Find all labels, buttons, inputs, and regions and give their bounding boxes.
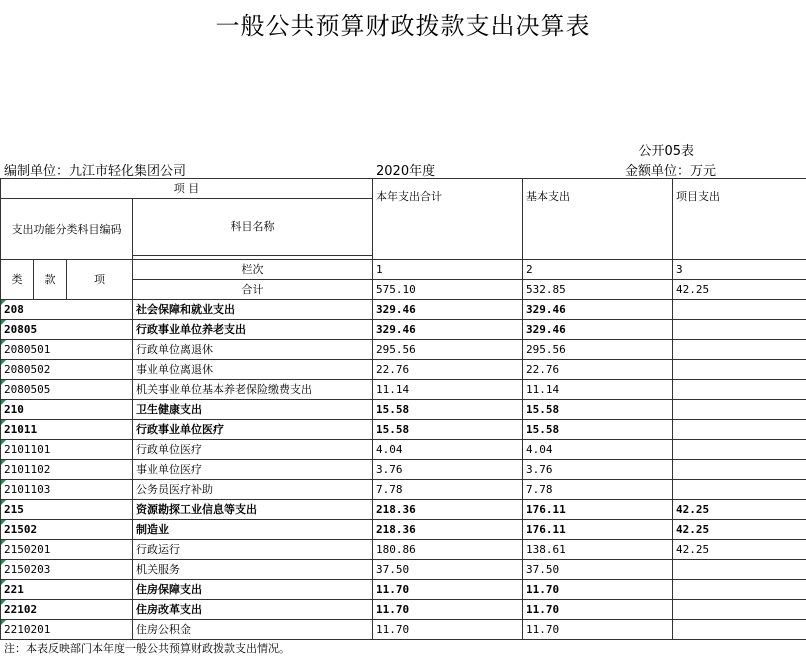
- row-code: 2080505: [1, 380, 133, 400]
- total-row-basic: 532.85: [523, 280, 673, 300]
- row-code: 21502: [1, 520, 133, 540]
- row-basic: 11.70: [523, 600, 673, 620]
- table-row: [1, 540, 806, 560]
- row-code: 21011: [1, 420, 133, 440]
- row-project: [673, 620, 806, 640]
- row-subject-name: 行政单位医疗: [133, 440, 373, 460]
- table-row: [1, 480, 806, 500]
- header-total: 本年支出合计: [373, 179, 523, 260]
- row-code: 2080501: [1, 340, 133, 360]
- table-row: [1, 500, 806, 520]
- row-code: 2080502: [1, 360, 133, 380]
- row-basic: 329.46: [523, 300, 673, 320]
- row-subject-name: 住房公积金: [133, 620, 373, 640]
- row-total: 11.14: [373, 380, 523, 400]
- row-basic: 295.56: [523, 340, 673, 360]
- header-kuan: 款: [34, 260, 67, 300]
- table-row: [1, 320, 806, 340]
- row-basic: 37.50: [523, 560, 673, 580]
- row-total: 4.04: [373, 440, 523, 460]
- row-subject-name: 住房改革支出: [133, 600, 373, 620]
- row-subject-name: 行政运行: [133, 540, 373, 560]
- row-subject-name: 行政单位离退休: [133, 340, 373, 360]
- row-total: 37.50: [373, 560, 523, 580]
- row-total: 15.58: [373, 400, 523, 420]
- row-basic: 11.14: [523, 380, 673, 400]
- row-code: 2150201: [1, 540, 133, 560]
- table-row: [1, 580, 806, 600]
- row-project: [673, 400, 806, 420]
- row-total: 295.56: [373, 340, 523, 360]
- row-basic: 3.76: [523, 460, 673, 480]
- fiscal-year: 2020年度: [376, 164, 436, 179]
- total-row-total: 575.10: [373, 280, 523, 300]
- total-row-label: 合计: [133, 280, 373, 300]
- row-project: 42.25: [673, 520, 806, 540]
- row-code: 2101102: [1, 460, 133, 480]
- header-lei: 类: [1, 260, 34, 300]
- reporting-unit: 编制单位：九江市轻化集团公司: [4, 164, 187, 179]
- table-row: [1, 440, 806, 460]
- row-total: 218.36: [373, 500, 523, 520]
- row-total: 218.36: [373, 520, 523, 540]
- row-code: 2150203: [1, 560, 133, 580]
- row-project: [673, 380, 806, 400]
- row-total: 22.76: [373, 360, 523, 380]
- row-project: [673, 580, 806, 600]
- row-total: 15.58: [373, 420, 523, 440]
- col-number-2: 2: [523, 260, 673, 280]
- header-project: 项目支出: [673, 179, 806, 260]
- table-row: [1, 400, 806, 420]
- row-basic: 329.46: [523, 320, 673, 340]
- footnote: 注：本表反映部门本年度一般公共预算财政拨款支出情况。: [4, 642, 290, 655]
- row-basic: 176.11: [523, 500, 673, 520]
- col-number-3: 3: [673, 260, 806, 280]
- row-subject-name: 机关服务: [133, 560, 373, 580]
- row-project: [673, 480, 806, 500]
- table-row: [1, 460, 806, 480]
- row-subject-name: 资源勘探工业信息等支出: [133, 500, 373, 520]
- row-project: [673, 360, 806, 380]
- row-code: 208: [1, 300, 133, 320]
- expenditure-table: [0, 178, 806, 640]
- row-basic: 176.11: [523, 520, 673, 540]
- row-subject-name: 机关事业单位基本养老保险缴费支出: [133, 380, 373, 400]
- table-row: [1, 420, 806, 440]
- header-lanci: 栏次: [133, 260, 373, 280]
- header-item: 项 目: [1, 179, 373, 199]
- row-basic: 11.70: [523, 580, 673, 600]
- row-total: 329.46: [373, 320, 523, 340]
- row-total: 11.70: [373, 600, 523, 620]
- row-subject-name: 住房保障支出: [133, 580, 373, 600]
- row-basic: 11.70: [523, 620, 673, 640]
- report-title: 一般公共预算财政拨款支出决算表: [215, 12, 591, 40]
- row-basic: 138.61: [523, 540, 673, 560]
- row-project: [673, 300, 806, 320]
- table-row: [1, 560, 806, 580]
- row-subject-name: 制造业: [133, 520, 373, 540]
- row-total: 7.78: [373, 480, 523, 500]
- row-project: [673, 600, 806, 620]
- row-total: 180.86: [373, 540, 523, 560]
- header-subject-name: 科目名称: [133, 199, 373, 256]
- row-code: 215: [1, 500, 133, 520]
- row-basic: 15.58: [523, 400, 673, 420]
- col-number-1: 1: [373, 260, 523, 280]
- row-basic: 7.78: [523, 480, 673, 500]
- row-project: [673, 460, 806, 480]
- row-code: 221: [1, 580, 133, 600]
- row-subject-name: 公务员医疗补助: [133, 480, 373, 500]
- table-row: [1, 600, 806, 620]
- row-total: 11.70: [373, 620, 523, 640]
- row-basic: 22.76: [523, 360, 673, 380]
- total-row-project: 42.25: [673, 280, 806, 300]
- row-code: 22102: [1, 600, 133, 620]
- table-row: [1, 620, 806, 640]
- sheet-number: 公开05表: [638, 144, 694, 159]
- row-code: 20805: [1, 320, 133, 340]
- table-row: [1, 340, 806, 360]
- row-basic: 15.58: [523, 420, 673, 440]
- row-project: 42.25: [673, 500, 806, 520]
- row-subject-name: 行政事业单位养老支出: [133, 320, 373, 340]
- row-code: 2101103: [1, 480, 133, 500]
- header-xiang: 项: [67, 260, 133, 300]
- row-subject-name: 事业单位医疗: [133, 460, 373, 480]
- row-code: 210: [1, 400, 133, 420]
- table-row: [1, 360, 806, 380]
- table-row: [1, 300, 806, 320]
- row-code: 2210201: [1, 620, 133, 640]
- amount-unit: 金额单位：万元: [624, 164, 716, 179]
- row-total: 3.76: [373, 460, 523, 480]
- row-project: [673, 420, 806, 440]
- row-total: 11.70: [373, 580, 523, 600]
- row-project: 42.25: [673, 540, 806, 560]
- table-row: [1, 380, 806, 400]
- header-func-code: 支出功能分类科目编码: [1, 199, 133, 260]
- row-project: [673, 560, 806, 580]
- row-basic: 4.04: [523, 440, 673, 460]
- row-project: [673, 340, 806, 360]
- row-code: 2101101: [1, 440, 133, 460]
- table-row: [1, 520, 806, 540]
- row-total: 329.46: [373, 300, 523, 320]
- row-subject-name: 事业单位离退休: [133, 360, 373, 380]
- row-subject-name: 行政事业单位医疗: [133, 420, 373, 440]
- row-project: [673, 440, 806, 460]
- header-basic: 基本支出: [523, 179, 673, 260]
- row-subject-name: 社会保障和就业支出: [133, 300, 373, 320]
- row-project: [673, 320, 806, 340]
- row-subject-name: 卫生健康支出: [133, 400, 373, 420]
